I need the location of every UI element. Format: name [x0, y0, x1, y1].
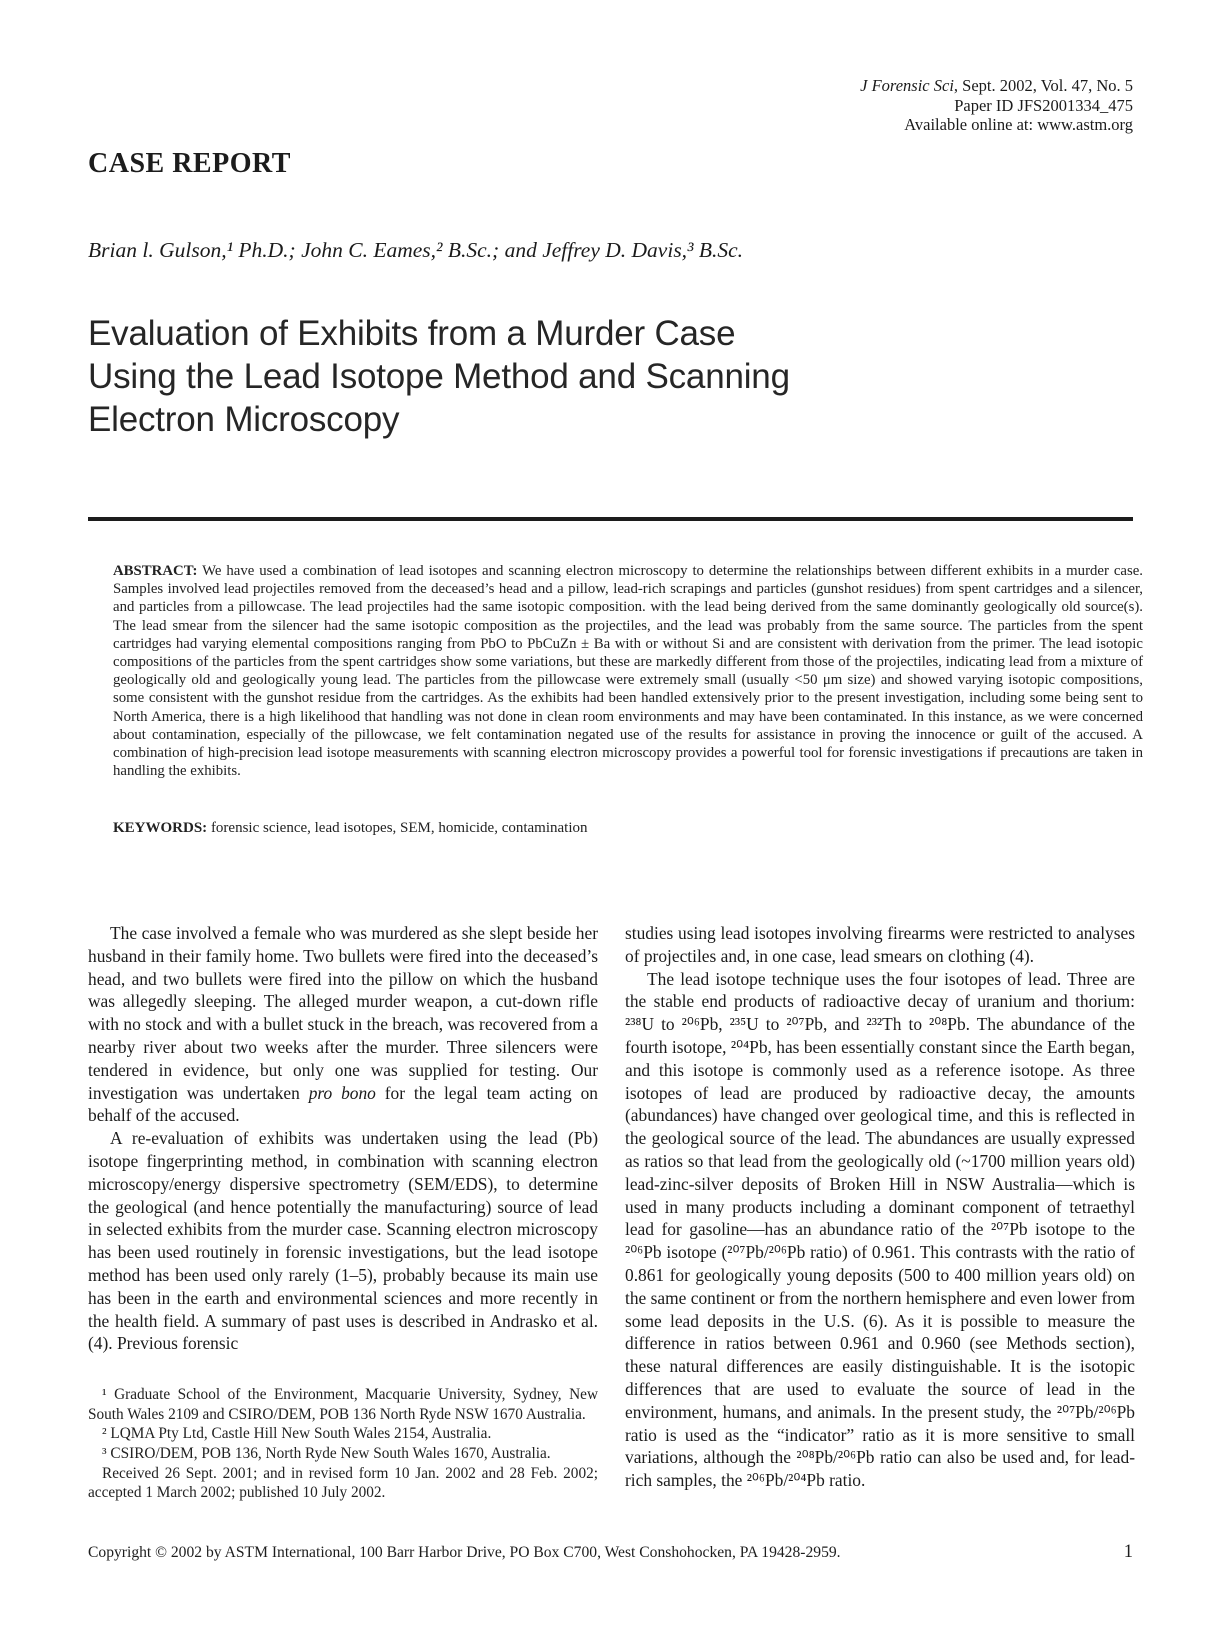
copyright-line: Copyright © 2002 by ASTM International, 100 Barr Harbor Drive, PO Box C700, West Conshohocken, PA 19428-2959.	[88, 1544, 841, 1561]
abstract-label: ABSTRACT:	[113, 563, 198, 579]
body-paragraph: studies using lead isotopes involving firearms were restricted to analyses of projectiles and, in one case, lead smears on clothing (4).	[625, 923, 1135, 966]
body-paragraph: The lead isotope technique uses the four isotopes of lead. Three are the stable end products of radioactive decay of uranium and thorium: ²³⁸U to ²⁰⁶Pb, ²³⁵U to ²⁰⁷Pb, and ²³²Th to ²⁰⁸Pb. The abundance of the fourth isotope, ²⁰⁴Pb, has been essentially constant since the Earth began, and this isotope is commonly used as a reference isotope. As three isotopes of lead are produced by radioactive decay, the amounts (abundances) have changed over geological time, and this is reflected in the geological source of the lead. The abundances are usually expressed as ratios so that lead from the geologically old (~1700 million years old) lead-zinc-silver deposits of Broken Hill in NSW Australia—which is used in many products including a dominant component of tetraethyl lead for gasoline—has an abundance ratio of the ²⁰⁷Pb isotope to the ²⁰⁶Pb isotope (²⁰⁷Pb/²⁰⁶Pb ratio) of 0.961. This contrasts with the ratio of 0.861 for geologically young deposits (500 to 400 million years old) on the same continent or from the northern hemisphere and even lower from some lead deposits in the U.S. (6). As it is possible to measure the difference in ratios between 0.961 and 0.960 (see Methods section), these natural differences are easily distinguishable. It is the isotopic differences that are used to evaluate the source of lead in the environment, humans, and animals. In the present study, the ²⁰⁷Pb/²⁰⁶Pb ratio is used as the “indicator” ratio as it is more sensitive to small variations, although the ²⁰⁸Pb/²⁰⁶Pb ratio can also be used and, for lead-rich samples, the ²⁰⁶Pb/²⁰⁴Pb ratio.	[625, 968, 1135, 1491]
journal-header	[860, 76, 1133, 135]
author-line: Brian l. Gulson,¹ Ph.D.; John C. Eames,² B.Sc.; and Jeffrey D. Davis,³ B.Sc.	[88, 238, 744, 262]
paragraph-italic-text: pro bono	[308, 1082, 376, 1103]
page-number: 1	[1123, 1542, 1133, 1562]
keywords	[113, 820, 1143, 837]
keywords-text: forensic science, lead isotopes, SEM, homicide, contamination	[207, 820, 588, 836]
article-title-line-2: Using the Lead Isotope Method and Scanning	[88, 357, 790, 396]
title-divider-rule	[88, 517, 1133, 521]
body-paragraph	[88, 922, 598, 1127]
footnote-affiliation-2: ² LQMA Pty Ltd, Castle Hill New South Wales 2154, Australia.	[102, 1425, 492, 1443]
journal-citation-line	[860, 76, 1133, 96]
journal-name: J Forensic Sci	[860, 76, 954, 95]
abstract	[113, 562, 1143, 780]
footnotes	[88, 1385, 598, 1503]
journal-issue-info: , Sept. 2002, Vol. 47, No. 5	[953, 76, 1133, 95]
left-column	[88, 922, 598, 1503]
paragraph-text: for the legal team acting on behalf of the accused.	[88, 1082, 598, 1126]
footnote-affiliation-1: ¹ Graduate School of the Environment, Macquarie University, Sydney, New South Wales 2109 and CSIRO/DEM, POB 136 North Ryde NSW 1670 Australia.	[88, 1386, 598, 1423]
abstract-text: We have used a combination of lead isotopes and scanning electron microscopy to determine the relationships between different exhibits in a murder case. Samples involved lead projectiles removed from the deceased’s head and a pillow, lead-rich scrapings and particles (gunshot residues) from spent cartridges and a silencer, and particles from a pillowcase. The lead projectiles had the same isotopic composition. with the lead being derived from the same dominantly geologically old source(s). The lead smear from the silencer had the same isotopic composition as the projectiles, and the lead was probably from the same source. The particles from the spent cartridges had varying elemental compositions ranging from PbO to PbCuZn ± Ba with or without Si and are consistent with derivation from the primer. The lead isotopic compositions of the particles from the spent cartridges show some variations, but these are markedly different from those of the projectiles, indicating lead from a mixture of geologically old and geologically young lead. The particles from the pillowcase were extremely small (usually <50 μm size) and showed varying isotopic compositions, some consistent with the gunshot residue from the cartridges. As the exhibits had been handled extensively prior to the present investigation, including some being sent to North America, there is a high likelihood that handling was not done in clean room environments and may have been contaminated. In this instance, as we were concerned about contamination, especially of the pillowcase, we felt contamination negated use of the results for assistance in proving the innocence or guilt of the accused. A combination of high-precision lead isotope measurements with scanning electron microscopy provides a powerful tool for forensic investigations if precautions are taken in handling the exhibits.	[113, 563, 1143, 780]
section-label: CASE REPORT	[88, 148, 291, 179]
availability-note: Available online at: www.astm.org	[904, 115, 1133, 134]
right-column	[625, 922, 1135, 1503]
footnote-affiliation-3: ³ CSIRO/DEM, POB 136, North Ryde New South Wales 1670, Australia.	[102, 1444, 551, 1462]
keywords-label: KEYWORDS:	[113, 820, 208, 836]
paper-id: Paper ID JFS2001334_475	[954, 95, 1133, 115]
article-title-line-1: Evaluation of Exhibits from a Murder Case	[88, 314, 736, 353]
page-footer	[88, 1542, 1133, 1563]
paragraph-text: The case involved a female who was murdered as she slept beside her husband in their family home. Two bullets were fired into the deceased’s head, and two bullets were fired into the pillow on which the husband was allegedly sleeping. The alleged murder weapon, a cut-down rifle with no stock and with a bullet stuck in the breach, was recovered from a nearby river about two weeks after the murder. Three silencers were tendered in evidence, but only one was supplied for testing. Our investigation was undertaken	[88, 923, 598, 1103]
footnote-received-dates: Received 26 Sept. 2001; and in revised form 10 Jan. 2002 and 28 Feb. 2002; accepted 1 March 2002; published 10 July 2002.	[88, 1464, 598, 1502]
article-title-line-3: Electron Microscopy	[88, 400, 400, 439]
body-paragraph: A re-evaluation of exhibits was undertaken using the lead (Pb) isotope fingerprinting method, in combination with scanning electron microscopy/energy dispersive spectrometry (SEM/EDS), to determine the geological (and hence potentially the manufacturing) source of lead in selected exhibits from the murder case. Scanning electron microscopy has been used routinely in forensic investigations, but the lead isotope method has been used only rarely (1–5), probably because its main use has been in the earth and environmental sciences and more recently in the health field. A summary of past uses is described in Andrasko et al. (4). Previous forensic	[88, 1128, 598, 1354]
article-title	[88, 312, 790, 441]
body-columns	[88, 922, 1135, 1503]
